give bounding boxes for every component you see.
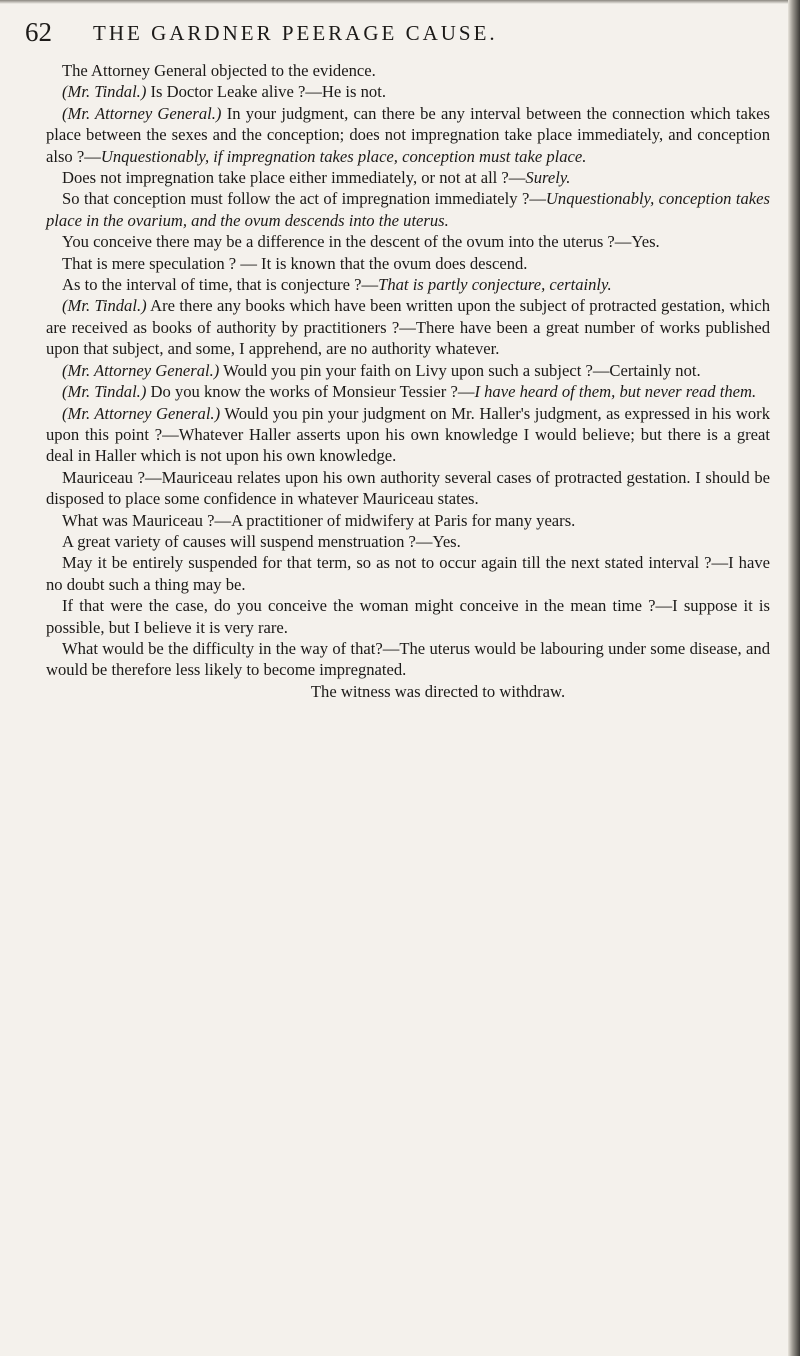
paragraph: (Mr. Tindal.) Do you know the works of Monsieur Tessier ?—I have heard of them, but never read them.	[62, 382, 757, 402]
paragraph: Mauriceau ?—Mauriceau relates upon his own authority several cases of protracted gestation. I should be disposed to place some confidence in whatever Mauriceau states.	[46, 467, 770, 509]
paragraph: So that conception must follow the act of impregnation immediately ?—Unquestionably, conception takes place in the ovarium, and the ovum descends into the uterus.	[46, 189, 770, 230]
paragraph: As to the interval of time, that is conjecture ?—That is partly conjecture, certainly.	[62, 275, 612, 295]
speaker: (Mr. Tindal.)	[62, 296, 147, 316]
page-number: 62	[25, 17, 52, 47]
paragraph: (Mr. Attorney General.) Would you pin your judgment on Mr. Haller's judgment, as expressed in his work upon this point ?—Whatever Haller asserts upon his own knowledge I would believe; but there is a great deal in Haller which is not upon his own knowledge.	[46, 403, 770, 466]
top-rule	[0, 0, 800, 4]
paragraph: Does not impregnation take place either immediately, or not at all ?—Surely.	[62, 168, 571, 188]
paragraph: A great variety of causes will suspend menstruation ?—Yes.	[62, 531, 461, 551]
body-text	[46, 60, 770, 702]
page-header	[25, 17, 765, 47]
running-title: THE GARDNER PEERAGE CAUSE.	[93, 21, 498, 45]
paragraph: (Mr. Tindal.) Are there any books which have been written upon the subject of protracted gestation, which are received as books of authority by practitioners ?—There have been a great number of works published upon that subject, and some, I apprehend, are no authority whatever.	[46, 296, 770, 359]
paragraph: (Mr. Tindal.) Is Doctor Leake alive ?—He is not.	[62, 82, 386, 102]
speaker: (Mr. Attorney General.)	[62, 403, 221, 423]
speaker: (Mr. Tindal.)	[62, 82, 147, 102]
paragraph: You conceive there may be a difference in the descent of the ovum into the uterus ?—Yes.	[62, 232, 660, 252]
paragraph: What was Mauriceau ?—A practitioner of midwifery at Paris for many years.	[62, 510, 576, 530]
paragraph: (Mr. Attorney General.) In your judgment, can there be any interval between the connection which takes place between the sexes and the conception; does not impregnation take place immediately, and conception also ?—Unquestionably, if impregnation takes place, conception must take place.	[46, 103, 770, 166]
paragraph: If that were the case, do you conceive the woman might conceive in the mean time ?—I suppose it is possible, but I believe it is very rare.	[46, 596, 770, 637]
paragraph: (Mr. Attorney General.) Would you pin your faith on Livy upon such a subject ?—Certainly not.	[62, 360, 701, 380]
closing-line: The witness was directed to withdraw.	[310, 681, 566, 701]
page-edge	[788, 0, 800, 1356]
speaker: (Mr. Tindal.)	[62, 382, 147, 402]
speaker: (Mr. Attorney General.)	[62, 103, 222, 123]
paragraph: What would be the difficulty in the way of that?—The uterus would be labouring under some disease, and would be therefore less likely to become impregnated.	[46, 638, 770, 680]
paragraph: May it be entirely suspended for that term, so as not to occur again till the next stated interval ?—I have no doubt such a thing may be.	[46, 553, 770, 594]
paragraph: The Attorney General objected to the evidence.	[62, 61, 376, 80]
paragraph: That is mere speculation ? — It is known that the ovum does descend.	[62, 253, 528, 273]
speaker: (Mr. Attorney General.)	[62, 360, 220, 380]
